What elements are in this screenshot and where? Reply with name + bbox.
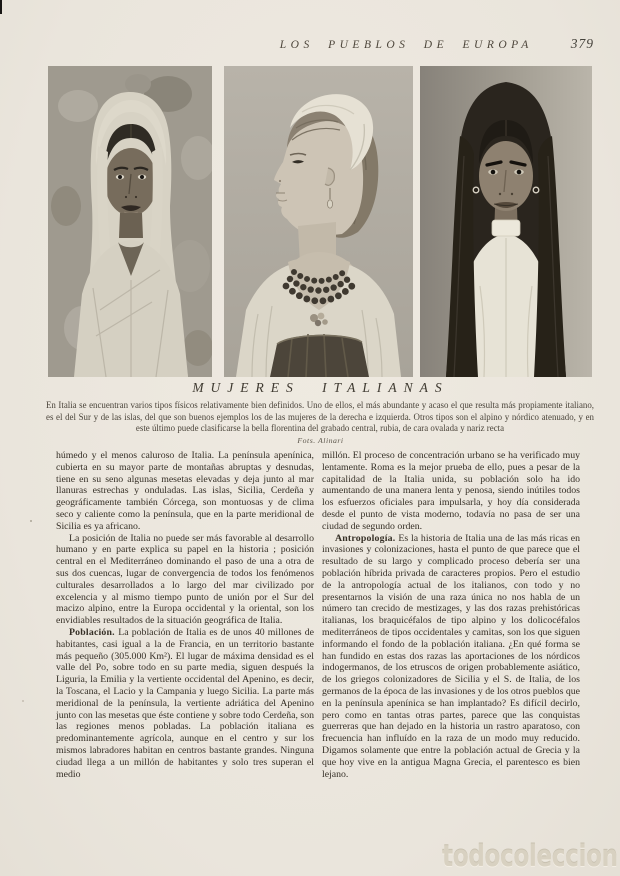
todocoleccion-watermark: todocoleccion [442, 839, 618, 873]
page-header [280, 36, 594, 52]
paragraph-lead: Población. [69, 626, 119, 638]
southern-italian-woman-photo [48, 66, 212, 377]
florentine-woman-photo [224, 66, 413, 377]
article-left-column [56, 450, 314, 780]
paper-speck [22, 700, 24, 702]
photo-credit: Fots. Alinari [297, 436, 344, 445]
paragraph: Población. La población de Italia es de unos 40 millones de habitantes, casi igual a la de Francia, en un territorio bastante más pequeño (305.000 Km²). El lugar de máxima densidad es el valle del Po, sobre todo en su parte media, siguen después la Liguria, la Emilia y la vertiente occidental del Apenino, es decir, la Toscana, el Lacio y la Campania y luego Sicilia. La parte más meridional de la península, la vertiente adriática del Apenino junto con las mesetas que éste contiene y sobre todo Cerdeña, son las regiones menos pobladas. La población italiana es predominantemente agrícola, aunque en el centro y sur los mismos labradores habitan en centros bastante grandes. Ninguna ciudad llega a un millón de habitantes y solo tres superan el medio [56, 626, 314, 780]
paper-speck [30, 520, 32, 522]
paragraph: La posición de Italia no puede ser más favorable al desarrollo humano y en parte explica su papel en la historia ; posición central en el Mediterráneo dominando el paso de una a otra de sus dos cuencas, lugar de convergencia de todos los fenómenos culturales desarrollados a lo largo del mar civilizado por excelencia y al mismo tiempo punto de unión por el Sur del macizo alpino, entre la Europa occidental y la oriental, son los envidiables resultados de la situación geográfica de Italia. [56, 532, 314, 627]
article-right-column [322, 450, 580, 780]
paragraph-lead: Antropología. [335, 532, 399, 544]
page-number: 379 [570, 36, 594, 51]
figure-caption: En Italia se encuentran varios tipos físicos relativamente bien definidos. Uno de ellos, el más abundante y acaso el que resulta más propiamente italiano, es el del Sur y de las islas, del que son buenos ejemplos los de las mujeres de la derecha e izquierda. Otros tipos son el alpino y nórdico atenuado, y en este último puede clasificarse la bella florentina del grabado central, rubia, de cara ovalada y nariz recta [46, 400, 594, 434]
scan-edge-artifact [0, 0, 2, 14]
paragraph: húmedo y el menos caluroso de Italia. La península apenínica, cubierta en su mayor parte de montañas abruptas y desnudas, tiene en su seno algunas mesetas elevadas y deja junto al mar llanuras estrechas y onduladas. Las islas, Sicilia, Cerdeña y geográficamente también Córcega, son montuosas y de clima seco y caliente como la península, que en la parte meridional de Sicilia es ya africano. [56, 450, 314, 532]
paragraph: Antropología. Es la historia de Italia una de las más ricas en invasiones y colonizaciones, hasta el punto de que parece que el resultado de su largo y complicado proceso debería ser una población híbrida privada de caracteres propios. Pero el estudio de la antropología actual de los italianos, con todo y no presentarnos la visión de una raza única no nos habla de un número tan crecido de mestizages, y las dos razas prehistóricas italianas, los braquicéfalos de tipo alpino y los dolicocéfalos mediterráneos de tipos occidentales y camitas, son los que siguen informando el fondo de la población italiana. ¿En qué forma se han fundido en estas dos razas las aportaciones de los nórdicos indogermanos, de los etruscos de origen probablemente asiático, de los griegos colonizadores de Sicilia y el S. de Italia, de los germanos de la época de las invasiones y de los otros pueblos que en la península apenínica se han implantado? Es difícil decirlo, pero como en tantas otras partes, parece que las conquistas guerreras que han dejado en la historia un rastro aparatoso, con frecuencia han influído en la raza de un modo muy reducido. Digamos solamente que entre la población actual de Grecia y la que hoy vive en la antigua Magna Grecia, el parentesco es bien lejano. [322, 532, 580, 780]
figure-title: MUJERES ITALIANAS [192, 380, 449, 395]
dark-veiled-woman-photo [420, 66, 592, 377]
paragraph: millón. El proceso de concentración urbano se ha verificado muy lentamente. Roma es la mejor prueba de ello, pues a pesar de la capitalidad de la Italia unida, su población solo ha ido aumentando de una manera lenta y penosa, siendo inútiles todos los esfuerzos oficiales para impulsarla, y hoy día considerada desde el punto de vista moderno, todavía no pasa de ser una ciudad de segundo orden. [322, 450, 580, 532]
book-title: LOS PUEBLOS DE EUROPA [279, 39, 533, 51]
